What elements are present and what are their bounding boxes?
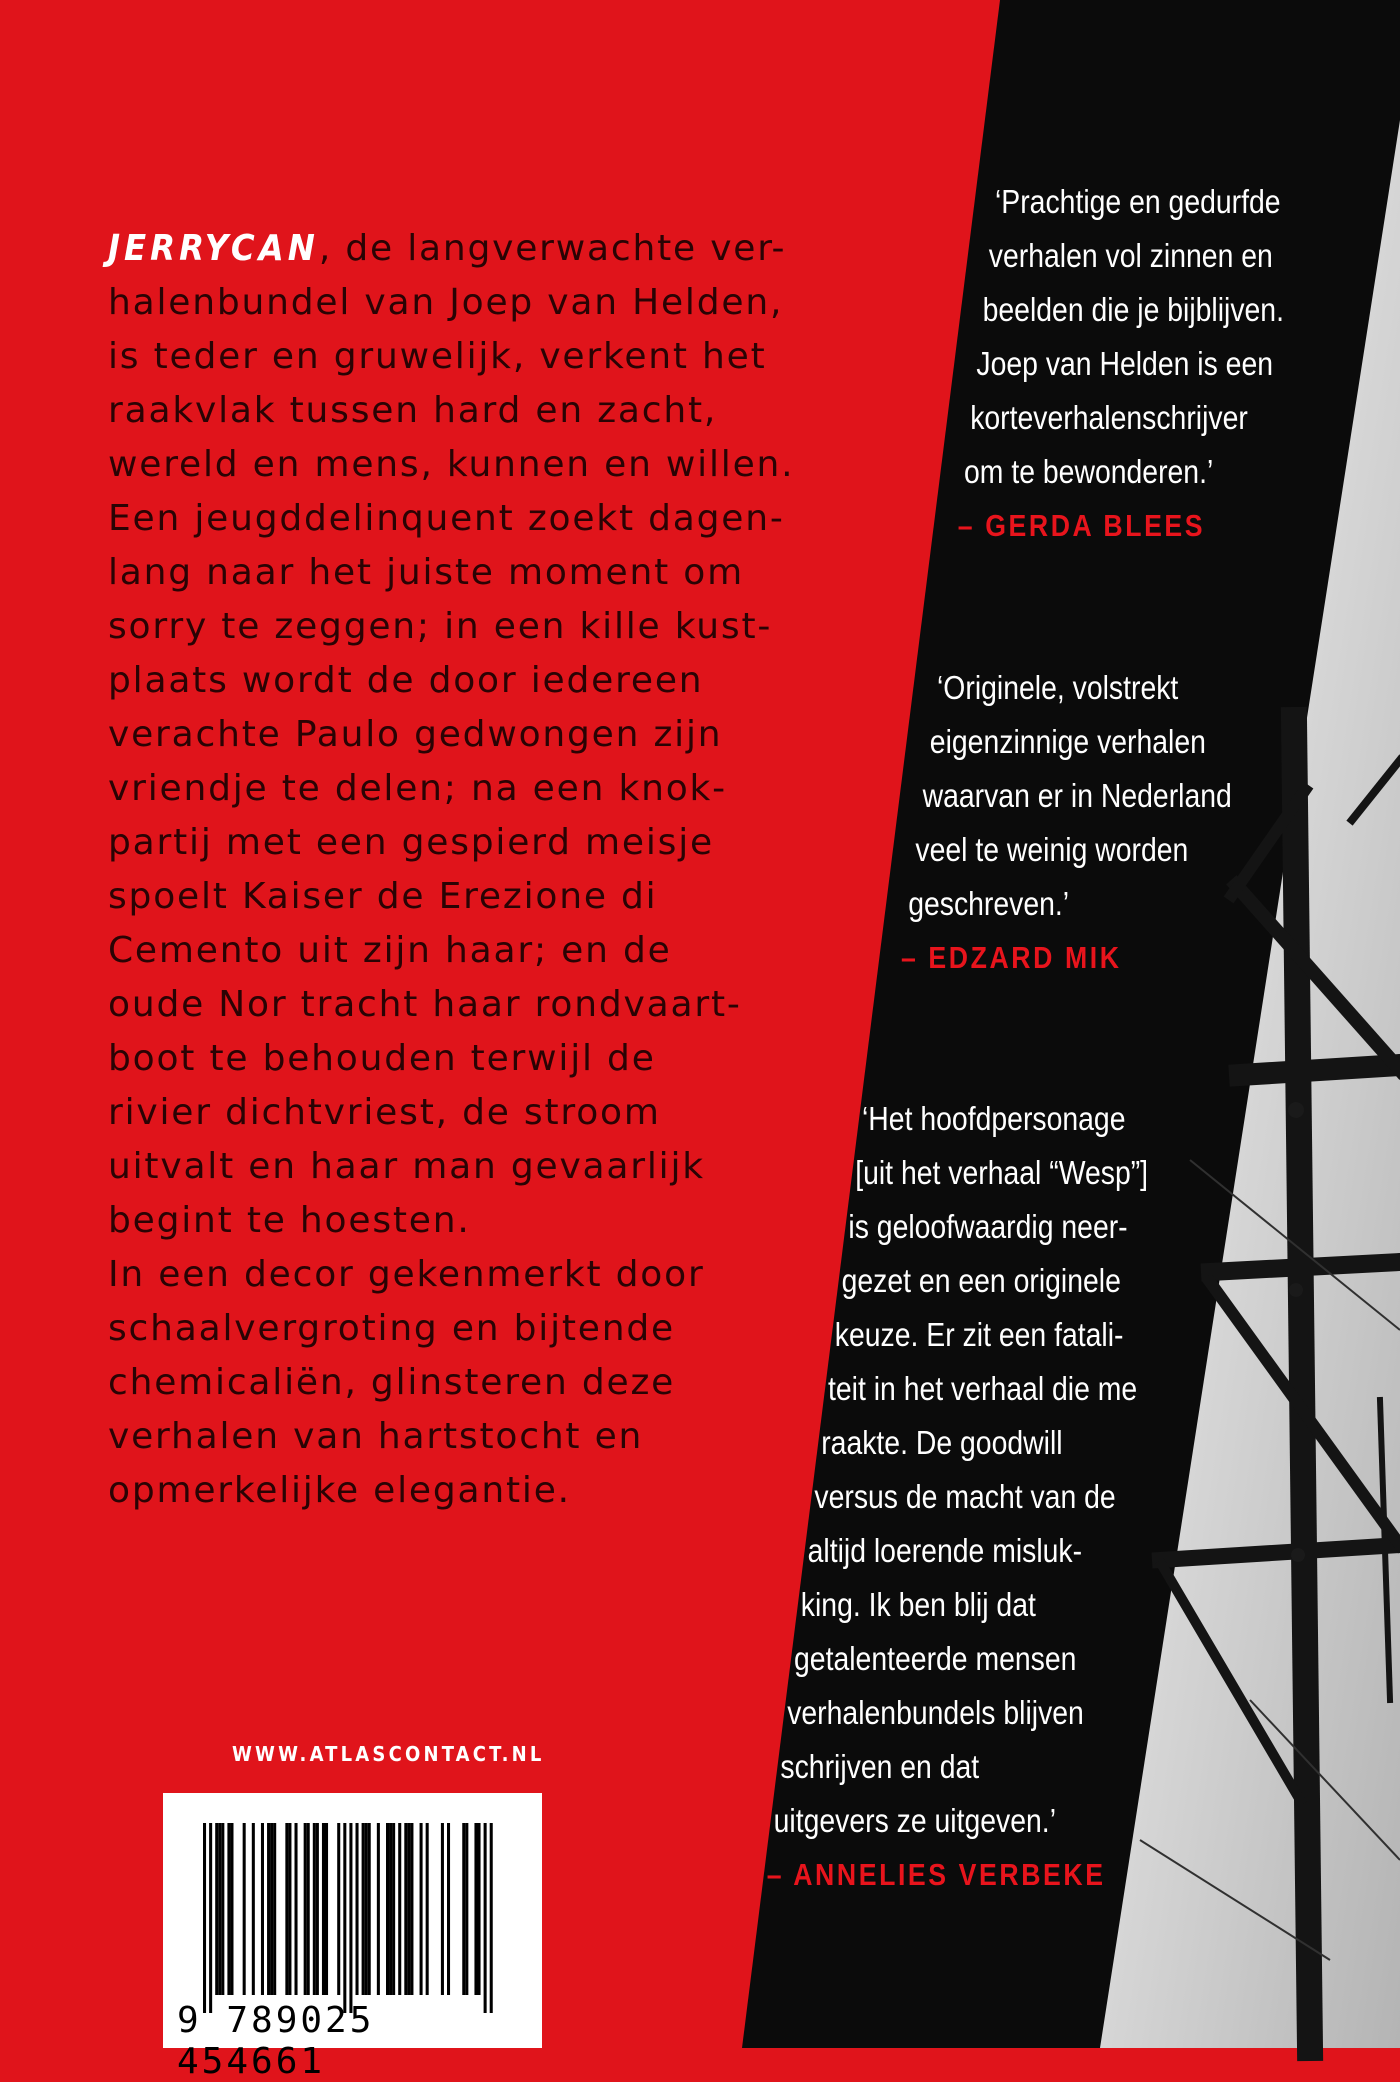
quote-line: geschreven.’	[908, 885, 1070, 922]
blurb-line: In een decor gekenmerkt door	[108, 1254, 705, 1295]
quote-attribution: – ANNELIES VERBEKE	[766, 1857, 1106, 1892]
barcode-bar	[362, 1823, 365, 1995]
blurb-line: Cemento uit zijn haar; en de	[108, 930, 672, 971]
blurb-line: halenbundel van Joep van Helden,	[108, 282, 784, 323]
book-title: JERRYCAN	[108, 228, 319, 269]
blurb-line: raakvlak tussen hard en zacht,	[108, 390, 718, 431]
quote-line: versus de macht van de	[814, 1478, 1116, 1515]
barcode-bar	[377, 1823, 380, 1995]
quote-line: altijd loerende misluk-	[807, 1532, 1083, 1569]
barcode-bar	[404, 1823, 407, 1995]
quote-line: veel te weinig worden	[915, 831, 1189, 868]
blurb-line: oude Nor tracht haar rondvaart-	[108, 984, 742, 1025]
barcode-bar	[484, 1823, 487, 2013]
barcode-bar	[356, 1823, 359, 1995]
barcode-bar	[230, 1823, 233, 1995]
quote-line: verhalen vol zinnen en	[988, 237, 1273, 274]
blurb-line: is teder en gruwelijk, verkent het	[108, 336, 767, 377]
barcode-bar	[267, 1823, 270, 1995]
quote-line: king. Ik ben blij dat	[800, 1586, 1036, 1623]
barcode-bar	[343, 1823, 346, 2013]
quote-line: verhalenbundels blijven	[787, 1694, 1084, 1731]
barcode-bar	[462, 1823, 465, 1995]
blurb-line: vriendje te delen; na een knok-	[108, 768, 727, 809]
barcode-bar	[465, 1823, 468, 1995]
quote-line: ‘Het hoofdpersonage	[862, 1100, 1126, 1137]
blurb-line: verachte Paulo gedwongen zijn	[108, 714, 723, 755]
barcode-bar	[261, 1823, 264, 1995]
barcode-bar	[295, 1823, 298, 1995]
barcode-bar	[490, 1823, 493, 2013]
blurb-line: sorry te zeggen; in een kille kust-	[108, 606, 773, 647]
barcode-bar	[337, 1823, 340, 1995]
quote-line: waarvan er in Nederland	[922, 777, 1232, 814]
quote-edzard-mik	[901, 661, 1246, 985]
quote-line: teit in het verhaal die me	[828, 1370, 1138, 1407]
barcode-bar	[252, 1823, 255, 1995]
barcode-bar	[389, 1823, 392, 1995]
barcode-bar	[218, 1823, 221, 1995]
barcode-bar	[474, 1823, 477, 1995]
barcode-bar	[407, 1823, 410, 1995]
barcode-bar	[313, 1823, 316, 1995]
barcode-bar	[447, 1823, 450, 1995]
quote-line: korteverhalenschrijver	[970, 399, 1248, 436]
quote-line: om te bewonderen.’	[964, 453, 1214, 490]
quote-attribution: – EDZARD MIK	[901, 940, 1122, 975]
blurb-line: opmerkelijke elegantie.	[108, 1470, 571, 1511]
blurb-line: Een jeugddelinquent zoekt dagen-	[108, 498, 785, 539]
blurb-line: rivier dichtvriest, de stroom	[108, 1092, 661, 1133]
barcode-bar	[441, 1823, 444, 1995]
barcode-bar	[221, 1823, 224, 1995]
blurb-line: partij met een gespierd meisje	[108, 822, 714, 863]
quote-line: keuze. Er zit een fatali-	[834, 1316, 1124, 1353]
barcode-bar	[203, 1823, 206, 2013]
blurb-line: uitvalt en haar man gevaarlijk	[108, 1146, 705, 1187]
blurb-line: schaalvergroting en bijtende	[108, 1308, 675, 1349]
barcode-bar	[386, 1823, 389, 1995]
barcode-bar	[478, 1823, 481, 1995]
barcode-bar	[316, 1823, 319, 1995]
blurb-line: boot te behouden terwijl de	[108, 1038, 656, 1079]
isbn-number: 9 789025 454661	[177, 2000, 375, 2082]
barcode-bar	[270, 1823, 273, 1995]
barcode-bar	[227, 1823, 230, 1995]
blurb-line: begint te hoesten.	[108, 1200, 471, 1241]
quote-line: uitgevers ze uitgeven.’	[773, 1802, 1056, 1839]
barcode	[163, 1793, 542, 2082]
barcode-bar	[288, 1823, 291, 1995]
blurb-line: lang naar het juiste moment om	[108, 552, 744, 593]
blurb-line: spoelt Kaiser de Erezione di	[108, 876, 658, 917]
blurb-text	[108, 222, 808, 1518]
blurb-line: chemicaliën, glinsteren deze	[108, 1362, 676, 1403]
barcode-bar	[215, 1823, 218, 1995]
barcode-bar	[304, 1823, 307, 1995]
barcode-bar	[243, 1823, 246, 1995]
barcode-bar	[285, 1823, 288, 1995]
publisher-website: WWW.ATLASCONTACT.NL	[232, 1742, 545, 1766]
quote-line: gezet en een originele	[841, 1262, 1121, 1299]
barcode-bar	[410, 1823, 413, 1995]
quote-line: getalenteerde mensen	[794, 1640, 1077, 1677]
quote-line: ‘Prachtige en gedurfde	[995, 183, 1281, 220]
barcode-bar	[273, 1823, 276, 1995]
barcode-bar	[398, 1823, 401, 1995]
quote-line: ‘Originele, volstrekt	[937, 669, 1179, 706]
blurb-first-line	[108, 222, 808, 276]
barcode-bar	[420, 1823, 423, 1995]
barcode-bar	[322, 1823, 325, 1995]
quote-gerda-blees	[957, 175, 1296, 553]
barcode-bar	[392, 1823, 395, 1995]
blurb-first-line-text: , de langverwachte ver-	[318, 228, 787, 269]
barcode-bar	[426, 1823, 429, 1995]
barcode-bar	[209, 1823, 212, 2013]
quote-line: [uit het verhaal “Wesp”]	[855, 1154, 1149, 1191]
quote-line: eigenzinnige verhalen	[929, 723, 1206, 760]
blurb-line: plaats wordt de door iedereen	[108, 660, 704, 701]
quote-attribution: – GERDA BLEES	[957, 508, 1206, 543]
barcode-bar	[349, 1823, 352, 2013]
barcode-bar	[368, 1823, 371, 1995]
barcode-bar	[307, 1823, 310, 1995]
quote-line: schrijven en dat	[780, 1748, 980, 1785]
blurb-line: verhalen van hartstocht en	[108, 1416, 644, 1457]
barcode-bar	[365, 1823, 368, 1995]
quote-annelies-verbeke	[766, 1092, 1201, 1902]
quote-line: raakte. De goodwill	[821, 1424, 1063, 1461]
quote-line: beelden die je bijblijven.	[982, 291, 1284, 328]
barcode-bar	[325, 1823, 328, 1995]
quote-line: Joep van Helden is een	[976, 345, 1274, 382]
quote-line: is geloofwaardig neer-	[848, 1208, 1128, 1245]
blurb-line: wereld en mens, kunnen en willen.	[108, 444, 795, 485]
